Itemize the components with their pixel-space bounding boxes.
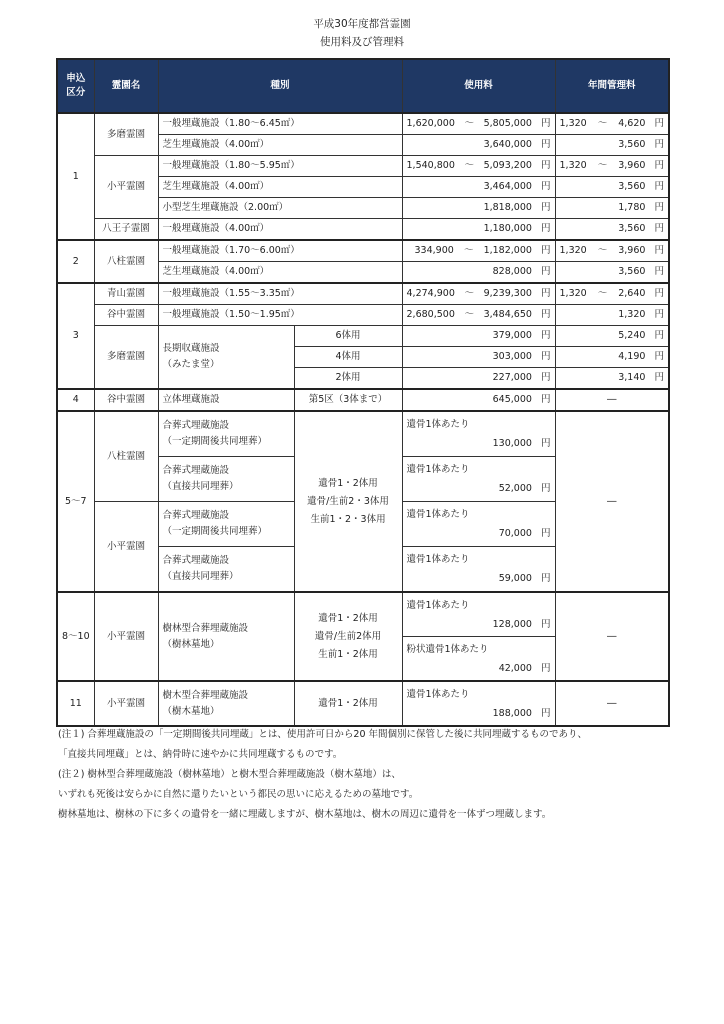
- usage-fee-cell: 645,000 円: [402, 389, 555, 411]
- usage-fee-cell: 1,620,000 ～ 5,805,000 円: [402, 113, 555, 135]
- usage-fee-cell: 4,274,900 ～ 9,239,300 円: [402, 283, 555, 305]
- type-cell: 芝生埋蔵施設（4.00㎡）: [158, 262, 402, 284]
- subtype-cell: 6体用: [294, 326, 402, 347]
- usage-fee-cell: 1,180,000 円: [402, 219, 555, 241]
- type-cell: 一般埋蔵施設（1.55～3.35㎡）: [158, 283, 402, 305]
- type-cell: 一般埋蔵施設（1.70～6.00㎡）: [158, 240, 402, 262]
- annual-fee-cell: ―: [555, 592, 669, 681]
- category-cell: 2: [57, 240, 94, 283]
- usage-fee-cell: 379,000 円: [402, 326, 555, 347]
- table-row: [57, 592, 669, 637]
- header-category: 申込区分: [57, 59, 94, 113]
- category-cell: 4: [57, 389, 94, 411]
- usage-fee-cell: 227,000 円: [402, 368, 555, 390]
- fee-table: [56, 58, 670, 727]
- type-cell: 芝生埋蔵施設（4.00㎡）: [158, 135, 402, 156]
- annual-fee-cell: 1,320 円: [555, 305, 669, 326]
- table-row: [57, 156, 669, 177]
- annual-fee-cell: 1,320 ～ 4,620 円: [555, 113, 669, 135]
- type-cell: 一般埋蔵施設（1.50～1.95㎡）: [158, 305, 402, 326]
- usage-fee-cell: 遺骨1体あたり 188,000 円: [402, 681, 555, 726]
- usage-fee-cell: 遺骨1体あたり 128,000 円: [402, 592, 555, 637]
- usage-fee-cell: 遺骨1体あたり 70,000 円: [402, 502, 555, 547]
- usage-fee-cell: 334,900 ～ 1,182,000 円: [402, 240, 555, 262]
- note-line: (注１) 合葬埋蔵施設の「一定期間後共同埋蔵」とは、使用許可日から20 年間個別に保管した後に共同埋蔵するものであり、: [58, 729, 588, 740]
- table-row: [57, 411, 669, 457]
- category-cell: 5～7: [57, 411, 94, 592]
- type-cell: 合葬式埋蔵施設 （一定期間後共同埋葬）: [158, 502, 294, 547]
- document-title: 平成30年度都営霊園: [313, 18, 411, 30]
- cemetery-cell: 多磨霊園: [94, 326, 158, 390]
- usage-fee-cell: 遺骨1体あたり 130,000 円: [402, 411, 555, 457]
- annual-fee-cell: 1,320 ～ 3,960 円: [555, 240, 669, 262]
- header-annual-fee: 年間管理料: [555, 59, 669, 113]
- header-usage-fee: 使用料: [402, 59, 555, 113]
- cemetery-cell: 谷中霊園: [94, 305, 158, 326]
- group-5: [57, 411, 669, 592]
- annual-fee-cell: 3,140 円: [555, 368, 669, 390]
- cemetery-cell: 小平霊園: [94, 156, 158, 219]
- type-cell: 樹木型合葬埋蔵施設 （樹木墓地）: [158, 681, 294, 726]
- annual-fee-cell: ―: [555, 411, 669, 592]
- category-cell: 1: [57, 113, 94, 240]
- type-cell: 長期収蔵施設 （みたま堂）: [158, 326, 294, 390]
- header-cemetery: 霊園名: [94, 59, 158, 113]
- note-line: 樹林墓地は、樹林の下に多くの遺骨を一緒に埋蔵しますが、樹木墓地は、樹木の周辺に遺骨を一体ずつ埋蔵します。: [58, 809, 552, 820]
- type-cell: 合葬式埋蔵施設 （一定期間後共同埋葬）: [158, 411, 294, 457]
- usage-fee-cell: 828,000 円: [402, 262, 555, 284]
- table-row: [57, 326, 669, 347]
- annual-fee-cell: 1,320 ～ 2,640 円: [555, 283, 669, 305]
- header-type: 種別: [158, 59, 402, 113]
- annual-fee-cell: 5,240 円: [555, 326, 669, 347]
- type-cell: 小型芝生埋蔵施設（2.00㎡）: [158, 198, 402, 219]
- group-7: [57, 681, 669, 726]
- cemetery-cell: 小平霊園: [94, 502, 158, 593]
- category-cell: 11: [57, 681, 94, 726]
- cemetery-cell: 小平霊園: [94, 592, 158, 681]
- usage-fee-cell: 粉状遺骨1体あたり 42,000 円: [402, 637, 555, 682]
- notes: [58, 725, 587, 825]
- usage-fee-cell: 遺骨1体あたり 52,000 円: [402, 457, 555, 502]
- table-row: [57, 113, 669, 135]
- header-row: [57, 59, 669, 113]
- annual-fee-cell: ―: [555, 681, 669, 726]
- subtype-cell: 遺骨1・2体用 遺骨/生前2・3体用 生前1・2・3体用: [294, 411, 402, 592]
- note-line: 「直接共同埋蔵」とは、納骨時に速やかに共同埋蔵するものです。: [58, 749, 343, 760]
- usage-fee-cell: 1,540,800 ～ 5,093,200 円: [402, 156, 555, 177]
- subtype-cell: 第5区（3体まで）: [294, 389, 402, 411]
- subtype-cell: 遺骨1・2体用 遺骨/生前2体用 生前1・2体用: [294, 592, 402, 681]
- table-row: [57, 681, 669, 726]
- group-4: [57, 389, 669, 411]
- cemetery-cell: 青山霊園: [94, 283, 158, 305]
- annual-fee-cell: 1,320 ～ 3,960 円: [555, 156, 669, 177]
- usage-fee-cell: 3,464,000 円: [402, 177, 555, 198]
- cemetery-cell: 谷中霊園: [94, 389, 158, 411]
- table-row: [57, 283, 669, 305]
- usage-fee-cell: 3,640,000 円: [402, 135, 555, 156]
- group-2: [57, 240, 669, 283]
- group-1: [57, 113, 669, 240]
- annual-fee-cell: 3,560 円: [555, 135, 669, 156]
- category-cell: 3: [57, 283, 94, 389]
- annual-fee-cell: 3,560 円: [555, 177, 669, 198]
- type-cell: 一般埋蔵施設（4.00㎡）: [158, 219, 402, 241]
- note-line: いずれも死後は安らかに自然に還りたいという都民の思いに応えるための墓地です。: [58, 789, 419, 800]
- note-line: (注２) 樹林型合葬埋蔵施設（樹林墓地）と樹木型合葬埋蔵施設（樹木墓地）は、: [58, 769, 401, 780]
- cemetery-cell: 八柱霊園: [94, 240, 158, 283]
- group-3: [57, 283, 669, 389]
- cemetery-cell: 八王子霊園: [94, 219, 158, 241]
- annual-fee-cell: 1,780 円: [555, 198, 669, 219]
- annual-fee-cell: ―: [555, 389, 669, 411]
- type-cell: 芝生埋蔵施設（4.00㎡）: [158, 177, 402, 198]
- type-cell: 合葬式埋蔵施設 （直接共同埋葬）: [158, 547, 294, 593]
- cemetery-cell: 多磨霊園: [94, 113, 158, 156]
- usage-fee-cell: 303,000 円: [402, 347, 555, 368]
- table-row: [57, 219, 669, 241]
- table-row: [57, 305, 669, 326]
- document-subtitle: 使用料及び管理料: [320, 36, 404, 48]
- type-cell: 一般埋蔵施設（1.80～5.95㎡）: [158, 156, 402, 177]
- cemetery-cell: 小平霊園: [94, 681, 158, 726]
- type-cell: 立体埋蔵施設: [158, 389, 294, 411]
- usage-fee-cell: 1,818,000 円: [402, 198, 555, 219]
- type-cell: 合葬式埋蔵施設 （直接共同埋葬）: [158, 457, 294, 502]
- cemetery-cell: 八柱霊園: [94, 411, 158, 502]
- usage-fee-cell: 2,680,500 ～ 3,484,650 円: [402, 305, 555, 326]
- table-row: [57, 240, 669, 262]
- type-cell: 一般埋蔵施設（1.80～6.45㎡）: [158, 113, 402, 135]
- type-cell: 樹林型合葬埋蔵施設 （樹林墓地）: [158, 592, 294, 681]
- annual-fee-cell: 3,560 円: [555, 219, 669, 241]
- table-row: [57, 389, 669, 411]
- annual-fee-cell: 3,560 円: [555, 262, 669, 284]
- subtype-cell: 遺骨1・2体用: [294, 681, 402, 726]
- group-6: [57, 592, 669, 681]
- usage-fee-cell: 遺骨1体あたり 59,000 円: [402, 547, 555, 593]
- subtype-cell: 4体用: [294, 347, 402, 368]
- category-cell: 8～10: [57, 592, 94, 681]
- subtype-cell: 2体用: [294, 368, 402, 390]
- annual-fee-cell: 4,190 円: [555, 347, 669, 368]
